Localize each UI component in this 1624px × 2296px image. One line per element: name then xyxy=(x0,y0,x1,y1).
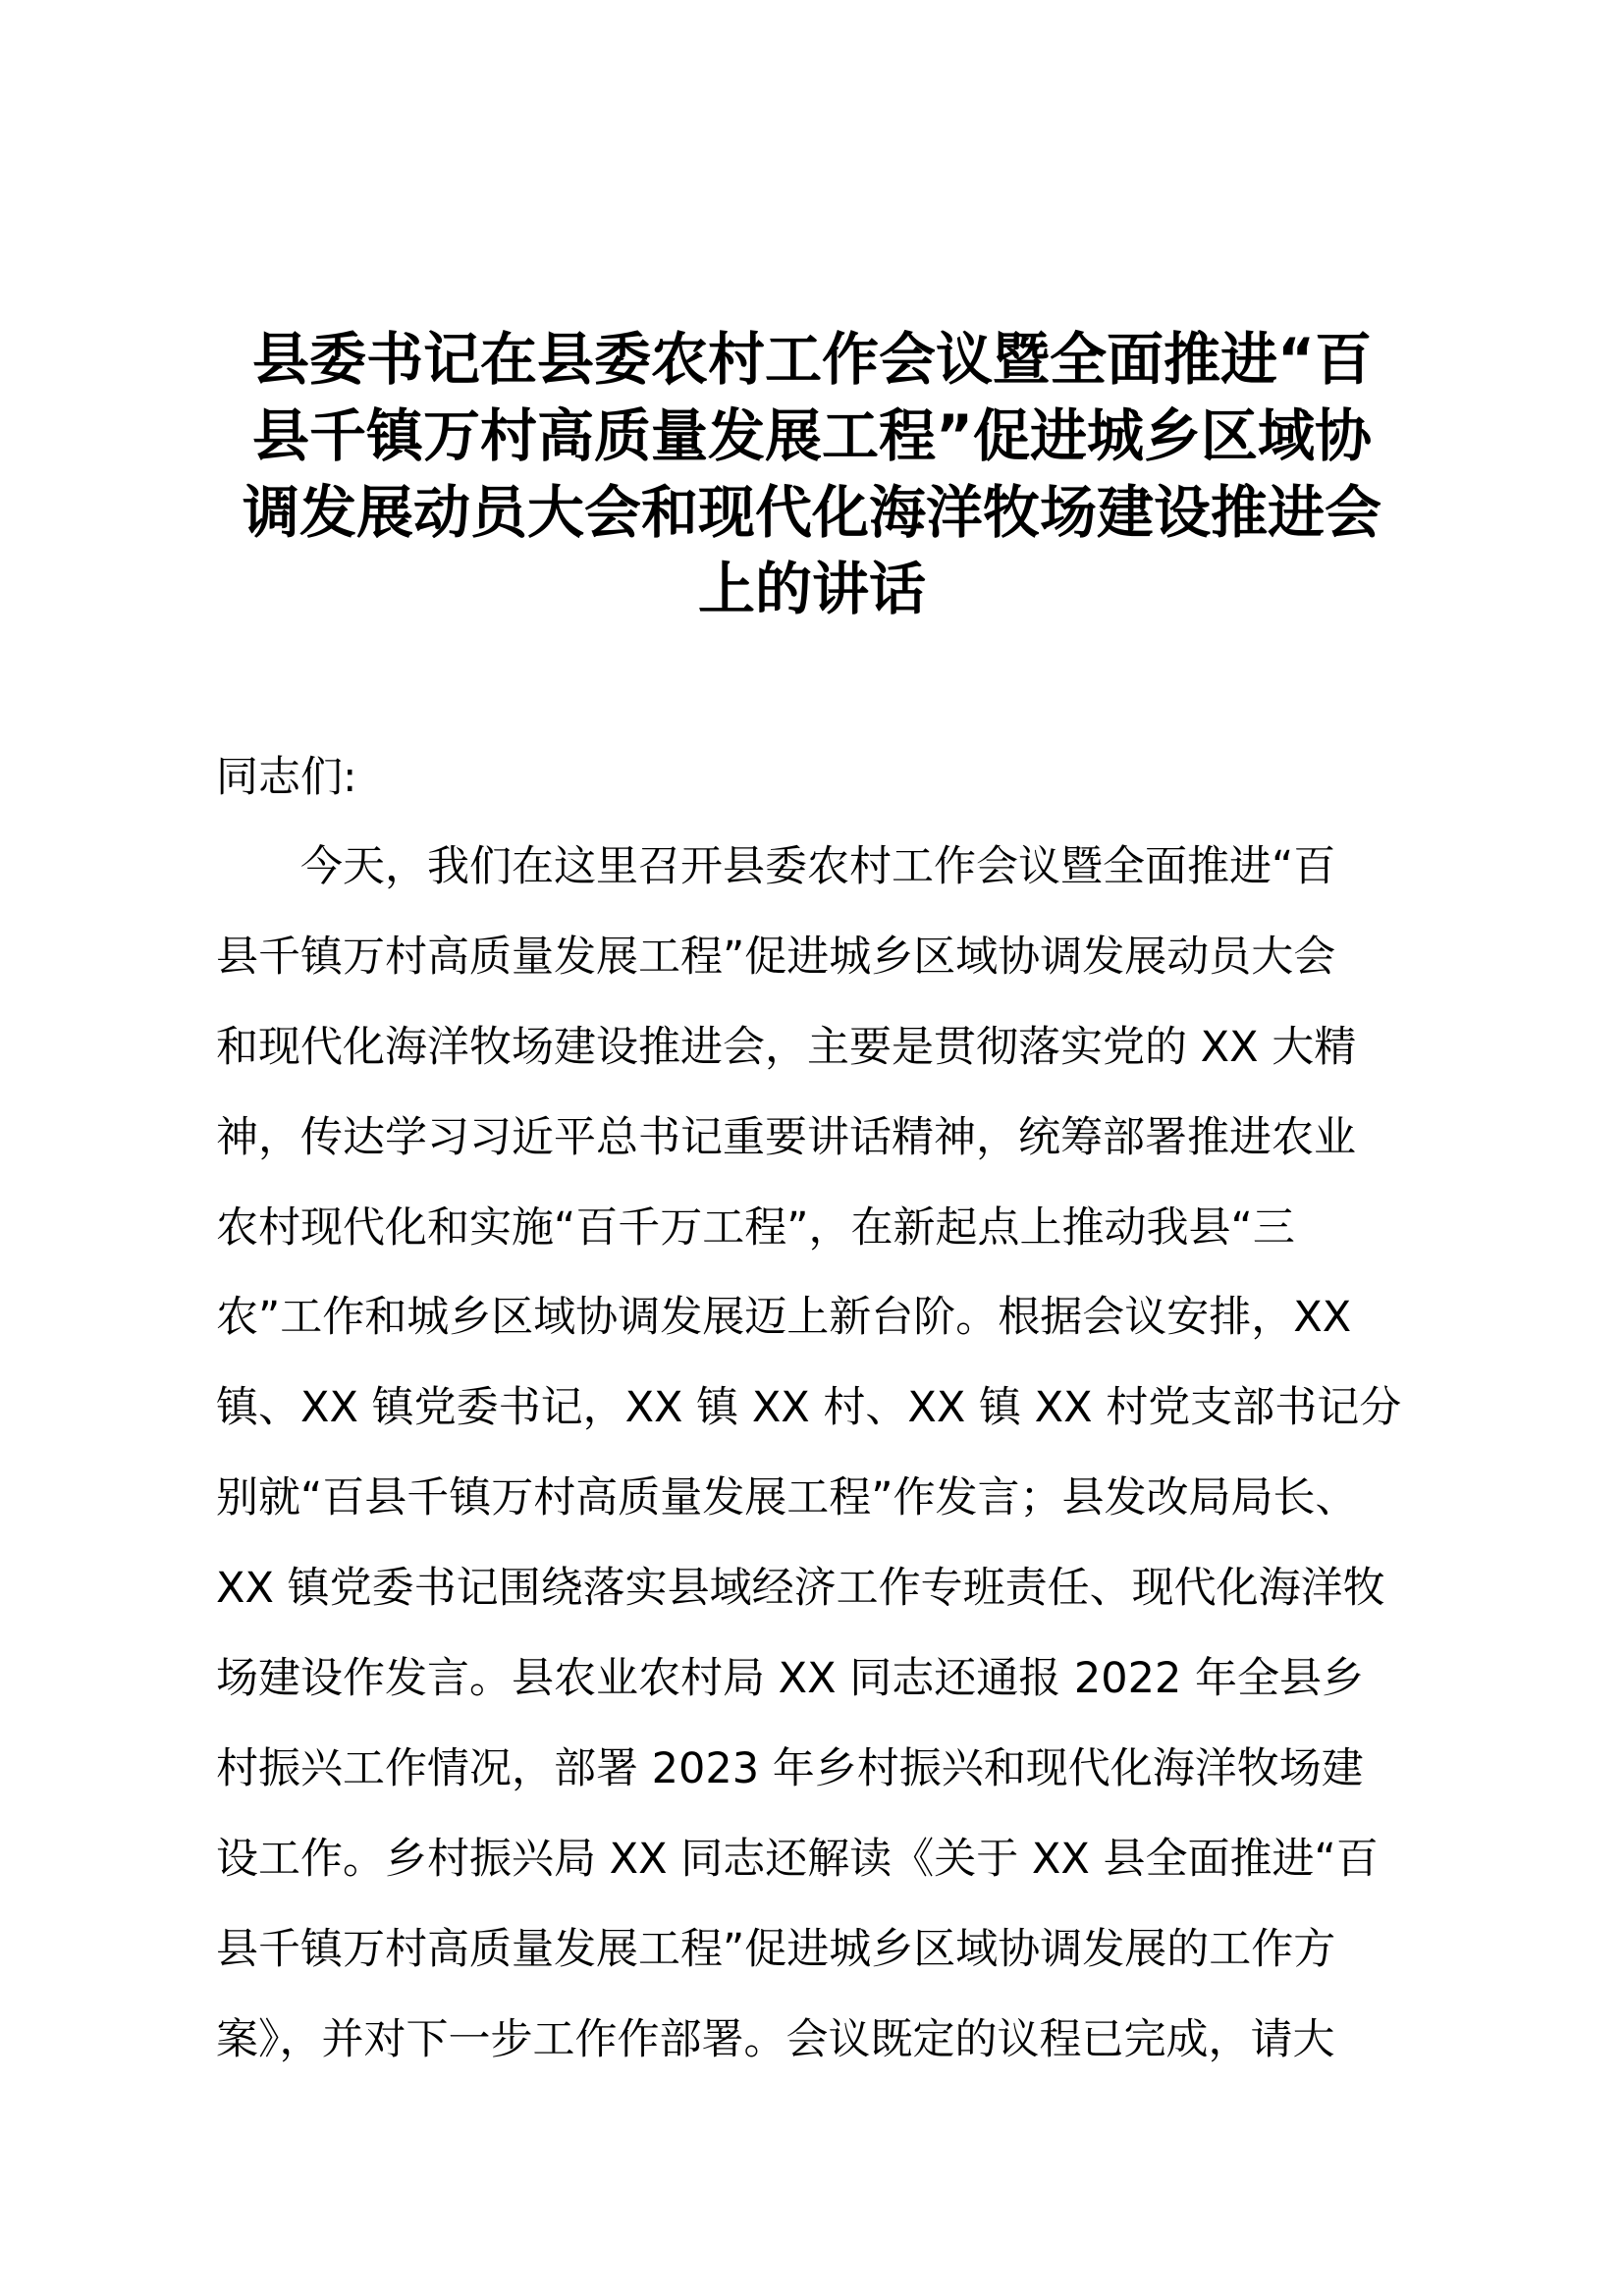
document-title xyxy=(196,321,1428,627)
body-line: XX 镇党委书记围绕落实县域经济工作专班责任、现代化海洋牧 xyxy=(216,1564,1385,1614)
body-line: 县千镇万村高质量发展工程”促进城乡区域协调发展动员大会 xyxy=(216,932,1336,982)
body-line: 神，传达学习习近平总书记重要讲话精神，统筹部署推进农业 xyxy=(216,1112,1356,1162)
body-line: 县千镇万村高质量发展工程”促进城乡区域协调发展的工作方 xyxy=(216,1924,1336,1974)
body-line: 村振兴工作情况，部署 2023 年乡村振兴和现代化海洋牧场建 xyxy=(216,1743,1364,1793)
body-line: 和现代化海洋牧场建设推进会，主要是贯彻落实党的 XX 大精 xyxy=(216,1022,1357,1072)
title-line: 上的讲话 xyxy=(697,556,926,622)
body-line: 农”工作和城乡区域协调发展迈上新台阶。根据会议安排，XX xyxy=(216,1293,1352,1343)
body-paragraph xyxy=(216,823,1434,2085)
body-line: 农村现代化和实施“百千万工程”，在新起点上推动我县“三 xyxy=(216,1202,1295,1253)
body-line: 设工作。乡村振兴局 XX 同志还解读《关于 XX 县全面推进“百 xyxy=(216,1834,1379,1884)
body-line: 镇、XX 镇党委书记，XX 镇 XX 村、XX 镇 XX 村党支部书记分 xyxy=(216,1383,1402,1433)
title-line: 县委书记在县委农村工作会议暨全面推进“百 xyxy=(251,326,1373,393)
body-line: 别就“百县千镇万村高质量发展工程”作发言；县发改局局长、 xyxy=(216,1473,1358,1523)
title-line: 调发展动员大会和现代化海洋牧场建设推进会 xyxy=(242,479,1381,546)
title-line: 县千镇万村高质量发展工程”促进城乡区域协 xyxy=(251,402,1373,469)
salutation: 同志们: xyxy=(216,753,357,802)
body-line: 今天，我们在这里召开县委农村工作会议暨全面推进“百 xyxy=(300,842,1336,891)
body-line: 案》，并对下一步工作作部署。会议既定的议程已完成，请大 xyxy=(216,2014,1335,2064)
body-line: 场建设作发言。县农业农村局 XX 同志还通报 2022 年全县乡 xyxy=(216,1654,1365,1704)
